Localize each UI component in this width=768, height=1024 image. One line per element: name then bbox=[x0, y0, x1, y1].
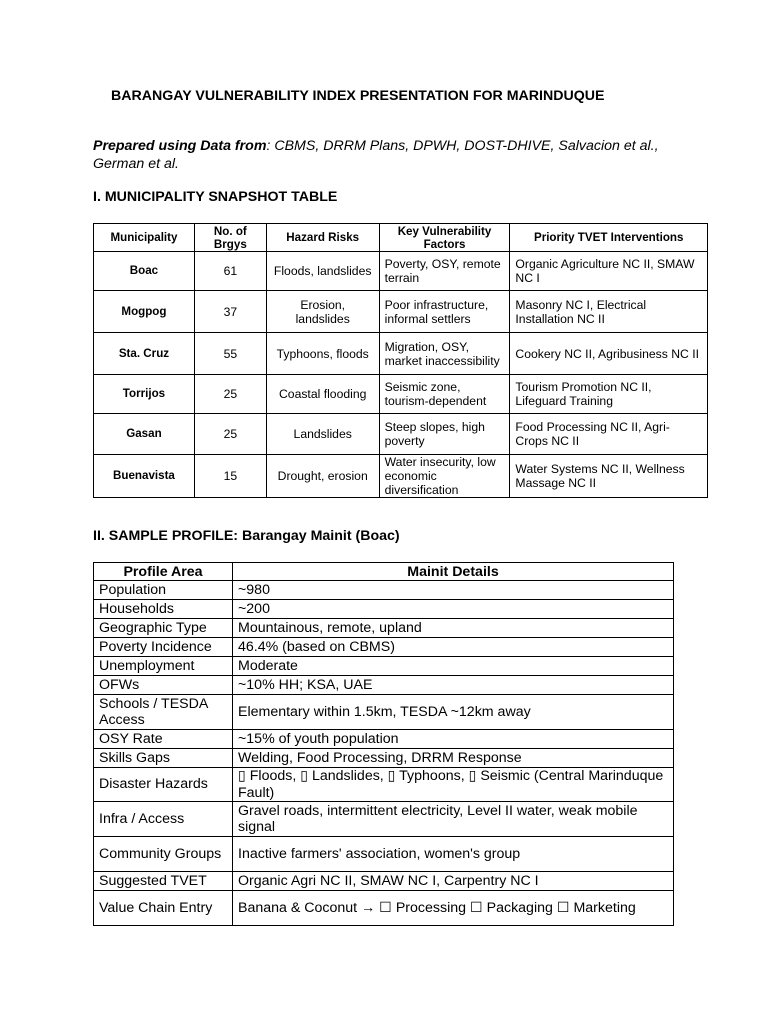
brgy-count-cell: 61 bbox=[194, 252, 266, 291]
column-header: Key Vulnerability Factors bbox=[379, 224, 510, 252]
brgy-count-cell: 15 bbox=[194, 455, 266, 498]
profile-area-cell: Suggested TVET bbox=[94, 872, 233, 891]
table-row bbox=[94, 837, 674, 872]
column-header: Priority TVET Interventions bbox=[510, 224, 708, 252]
profile-detail-cell: Moderate bbox=[233, 657, 674, 676]
profile-area-cell: Schools / TESDA Access bbox=[94, 695, 233, 730]
profile-detail-cell: Organic Agri NC II, SMAW NC I, Carpentry NC I bbox=[233, 872, 674, 891]
table-row bbox=[94, 768, 674, 802]
tvet-cell: Masonry NC I, Electrical Installation NC II bbox=[510, 291, 708, 333]
tvet-cell: Tourism Promotion NC II, Lifeguard Training bbox=[510, 375, 708, 414]
profile-detail-cell: Inactive farmers' association, women's group bbox=[233, 837, 674, 872]
profile-area-cell: Households bbox=[94, 600, 233, 619]
municipality-snapshot-table bbox=[93, 223, 708, 498]
municipality-cell: Mogpog bbox=[94, 291, 195, 333]
prepared-label: Prepared using Data from bbox=[93, 138, 267, 154]
table-row bbox=[94, 581, 674, 600]
profile-detail-cell: Gravel roads, intermittent electricity, Level II water, weak mobile signal bbox=[233, 802, 674, 837]
hazard-cell: Typhoons, floods bbox=[266, 333, 379, 375]
profile-area-cell: Poverty Incidence bbox=[94, 638, 233, 657]
profile-detail-cell: 46.4% (based on CBMS) bbox=[233, 638, 674, 657]
profile-detail-cell: Welding, Food Processing, DRRM Response bbox=[233, 749, 674, 768]
table-row bbox=[94, 455, 708, 498]
vulnerability-cell: Poverty, OSY, remote terrain bbox=[379, 252, 510, 291]
column-header: Mainit Details bbox=[233, 563, 674, 581]
sample-profile-table bbox=[93, 562, 674, 926]
table-row bbox=[94, 802, 674, 837]
profile-detail-cell: ~15% of youth population bbox=[233, 730, 674, 749]
table-row bbox=[94, 333, 708, 375]
profile-detail-cell: Banana & Coconut → ☐ Processing ☐ Packaging ☐ Marketing bbox=[233, 891, 674, 926]
profile-area-cell: Population bbox=[94, 581, 233, 600]
vulnerability-cell: Water insecurity, low economic diversification bbox=[379, 455, 510, 498]
column-header: Municipality bbox=[94, 224, 195, 252]
table-row bbox=[94, 695, 674, 730]
municipality-cell: Gasan bbox=[94, 414, 195, 455]
brgy-count-cell: 37 bbox=[194, 291, 266, 333]
brgy-count-cell: 55 bbox=[194, 333, 266, 375]
column-header: No. of Brgys bbox=[194, 224, 266, 252]
vulnerability-cell: Steep slopes, high poverty bbox=[379, 414, 510, 455]
prepared-sources: : CBMS, DRRM Plans, DPWH, DOST-DHIVE, Salvacion et al., German et al. bbox=[93, 138, 659, 172]
municipality-cell: Boac bbox=[94, 252, 195, 291]
vulnerability-cell: Migration, OSY, market inaccessibility bbox=[379, 333, 510, 375]
column-header: Hazard Risks bbox=[266, 224, 379, 252]
profile-area-cell: Disaster Hazards bbox=[94, 768, 233, 802]
document-title: BARANGAY VULNERABILITY INDEX PRESENTATION FOR MARINDUQUE bbox=[111, 88, 605, 104]
table-row bbox=[94, 872, 674, 891]
hazard-cell: Floods, landslides bbox=[266, 252, 379, 291]
hazard-cell: Erosion, landslides bbox=[266, 291, 379, 333]
table-row bbox=[94, 730, 674, 749]
profile-area-cell: Geographic Type bbox=[94, 619, 233, 638]
brgy-count-cell: 25 bbox=[194, 414, 266, 455]
hazard-cell: Coastal flooding bbox=[266, 375, 379, 414]
profile-detail-cell: Mountainous, remote, upland bbox=[233, 619, 674, 638]
table-row bbox=[94, 619, 674, 638]
vulnerability-cell: Seismic zone, tourism-dependent bbox=[379, 375, 510, 414]
hazard-cell: Drought, erosion bbox=[266, 455, 379, 498]
table-row bbox=[94, 638, 674, 657]
table-row bbox=[94, 749, 674, 768]
vulnerability-cell: Poor infrastructure, informal settlers bbox=[379, 291, 510, 333]
section-1-heading: I. MUNICIPALITY SNAPSHOT TABLE bbox=[93, 189, 338, 205]
table-row bbox=[94, 676, 674, 695]
municipality-cell: Buenavista bbox=[94, 455, 195, 498]
profile-detail-cell: ~10% HH; KSA, UAE bbox=[233, 676, 674, 695]
profile-detail-cell: Elementary within 1.5km, TESDA ~12km away bbox=[233, 695, 674, 730]
profile-detail-cell: ▯ Floods, ▯ Landslides, ▯ Typhoons, ▯ Seismic (Central Marinduque Fault) bbox=[233, 768, 674, 802]
profile-area-cell: Infra / Access bbox=[94, 802, 233, 837]
tvet-cell: Food Processing NC II, Agri-Crops NC II bbox=[510, 414, 708, 455]
column-header: Profile Area bbox=[94, 563, 233, 581]
brgy-count-cell: 25 bbox=[194, 375, 266, 414]
table-row bbox=[94, 657, 674, 676]
prepared-note bbox=[93, 137, 675, 173]
table-row bbox=[94, 414, 708, 455]
municipality-cell: Torrijos bbox=[94, 375, 195, 414]
profile-area-cell: OSY Rate bbox=[94, 730, 233, 749]
profile-area-cell: Unemployment bbox=[94, 657, 233, 676]
table-header-row bbox=[94, 224, 708, 252]
section-2-heading: II. SAMPLE PROFILE: Barangay Mainit (Boac) bbox=[93, 528, 400, 544]
profile-area-cell: Skills Gaps bbox=[94, 749, 233, 768]
table-row bbox=[94, 375, 708, 414]
profile-area-cell: Value Chain Entry bbox=[94, 891, 233, 926]
municipality-cell: Sta. Cruz bbox=[94, 333, 195, 375]
table-row bbox=[94, 252, 708, 291]
table-row bbox=[94, 891, 674, 926]
table-row bbox=[94, 600, 674, 619]
profile-area-cell: Community Groups bbox=[94, 837, 233, 872]
profile-detail-cell: ~980 bbox=[233, 581, 674, 600]
tvet-cell: Organic Agriculture NC II, SMAW NC I bbox=[510, 252, 708, 291]
table-row bbox=[94, 291, 708, 333]
hazard-cell: Landslides bbox=[266, 414, 379, 455]
tvet-cell: Cookery NC II, Agribusiness NC II bbox=[510, 333, 708, 375]
table-header-row bbox=[94, 563, 674, 581]
tvet-cell: Water Systems NC II, Wellness Massage NC II bbox=[510, 455, 708, 498]
profile-detail-cell: ~200 bbox=[233, 600, 674, 619]
profile-area-cell: OFWs bbox=[94, 676, 233, 695]
